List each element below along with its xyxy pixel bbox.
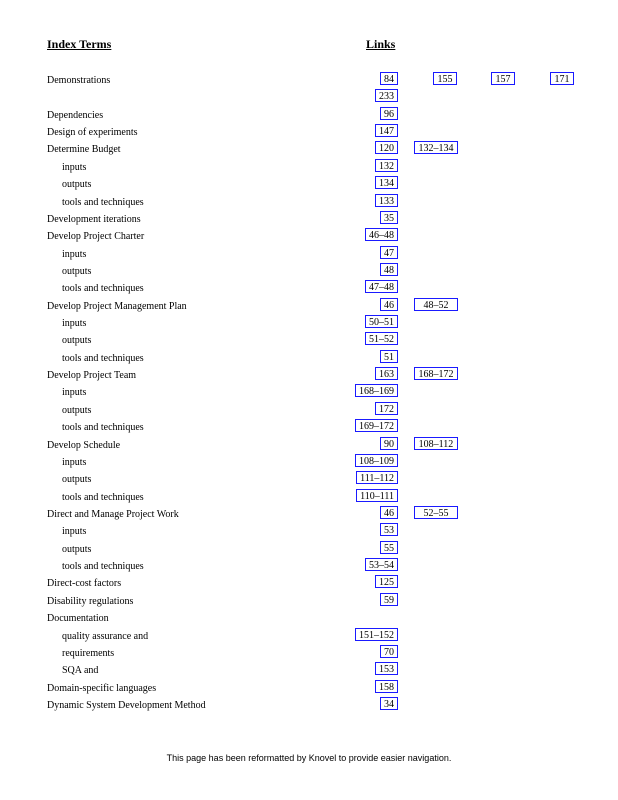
- index-entry: [0, 683, 618, 700]
- index-entry: [0, 162, 618, 179]
- index-term: Domain-specific languages: [47, 682, 157, 694]
- index-subterm: quality assurance and: [62, 630, 149, 642]
- page-link[interactable]: 53: [380, 523, 398, 536]
- index-entry: [0, 422, 618, 439]
- page-link[interactable]: 132: [375, 159, 398, 172]
- page-link[interactable]: 96: [380, 107, 398, 120]
- index-entry: [0, 127, 618, 144]
- index-term: Disability regulations: [47, 595, 134, 607]
- index-entry: [0, 648, 618, 665]
- page-link[interactable]: 147: [375, 124, 398, 137]
- page-link[interactable]: 233: [375, 89, 398, 102]
- index-entry: [0, 110, 618, 127]
- index-subterm: SQA and: [62, 665, 99, 677]
- index-entry: [0, 631, 618, 648]
- page-link[interactable]: 151–152: [355, 628, 398, 641]
- page-link[interactable]: 120: [375, 141, 398, 154]
- page-link[interactable]: 47–48: [365, 280, 398, 293]
- page-link[interactable]: 132–134: [414, 141, 458, 154]
- page-link[interactable]: 51: [380, 350, 398, 363]
- page-link[interactable]: 163: [375, 367, 398, 380]
- index-entry: [0, 474, 618, 491]
- index-subterm: tools and techniques: [62, 196, 144, 208]
- page-link[interactable]: 168–169: [355, 384, 398, 397]
- page-link[interactable]: 111–112: [356, 471, 398, 484]
- index-subterm: tools and techniques: [62, 422, 144, 434]
- index-entry: [0, 370, 618, 387]
- page-link[interactable]: 50–51: [365, 315, 398, 328]
- index-terms-header: Index Terms: [47, 37, 112, 51]
- index-subterm: inputs: [62, 318, 87, 330]
- page-link[interactable]: 48: [380, 263, 398, 276]
- page-link[interactable]: 46: [380, 506, 398, 519]
- index-entry: [0, 249, 618, 266]
- index-term: Develop Schedule: [47, 439, 121, 451]
- index-entry: [0, 665, 618, 682]
- page-link[interactable]: 46–48: [365, 228, 398, 241]
- index-entry: [0, 596, 618, 613]
- index-entry: [0, 318, 618, 335]
- index-subterm: inputs: [62, 161, 87, 173]
- index-subterm: outputs: [62, 404, 92, 416]
- index-entry: [0, 353, 618, 370]
- index-entry: [0, 266, 618, 283]
- index-entry: [0, 301, 618, 318]
- page-link[interactable]: 108–112: [414, 437, 458, 450]
- index-entry: [0, 578, 618, 595]
- index-entry: [0, 509, 618, 526]
- index-subterm: outputs: [62, 474, 92, 486]
- page-link[interactable]: 169–172: [355, 419, 398, 432]
- index-subterm: tools and techniques: [62, 352, 144, 364]
- index-term: Develop Project Team: [47, 370, 137, 382]
- index-term: Design of experiments: [47, 127, 138, 139]
- page-link[interactable]: 171: [550, 72, 574, 85]
- index-entry: [0, 197, 618, 214]
- page-link[interactable]: 53–54: [365, 558, 398, 571]
- index-term: Documentation: [47, 613, 109, 625]
- page-link[interactable]: 51–52: [365, 332, 398, 345]
- index-term: Demonstrations: [47, 75, 111, 86]
- index-entry: [0, 700, 618, 717]
- index-subterm: requirements: [62, 647, 115, 659]
- index-subterm: inputs: [62, 526, 87, 538]
- page-link[interactable]: 34: [380, 697, 398, 710]
- page-link[interactable]: 35: [380, 211, 398, 224]
- page-link[interactable]: 46: [380, 298, 398, 311]
- index-entry: [0, 544, 618, 561]
- index-entry: [0, 75, 618, 92]
- index-entry: [0, 144, 618, 161]
- index-entry: [0, 492, 618, 509]
- page-link[interactable]: 90: [380, 437, 398, 450]
- index-entry: [0, 440, 618, 457]
- index-subterm: tools and techniques: [62, 561, 144, 573]
- index-subterm: outputs: [62, 543, 92, 555]
- index-entry: [0, 283, 618, 300]
- index-entry: [0, 92, 618, 109]
- page-link[interactable]: 157: [491, 72, 515, 85]
- index-entry: [0, 457, 618, 474]
- index-entry: [0, 561, 618, 578]
- page-link[interactable]: 125: [375, 575, 398, 588]
- index-subterm: tools and techniques: [62, 283, 144, 295]
- index-term: Develop Project Charter: [47, 231, 145, 243]
- page-link[interactable]: 155: [433, 72, 457, 85]
- index-term: Determine Budget: [47, 144, 121, 156]
- index-term: Development iterations: [47, 213, 141, 225]
- page-link[interactable]: 134: [375, 176, 398, 189]
- index-entry: [0, 387, 618, 404]
- index-entry: [0, 613, 618, 630]
- page-link[interactable]: 168–172: [414, 367, 458, 380]
- index-subterm: inputs: [62, 248, 87, 260]
- footer-note: This page has been reformatted by Knovel to provide easier navigation.: [166, 753, 452, 763]
- page-link[interactable]: 133: [375, 194, 398, 207]
- page-link[interactable]: 84: [380, 72, 398, 85]
- index-entry: [0, 179, 618, 196]
- index-subterm: outputs: [62, 179, 92, 191]
- index-entry: [0, 335, 618, 352]
- page-link[interactable]: 108–109: [355, 454, 398, 467]
- index-term: Dependencies: [47, 109, 104, 121]
- index-subterm: outputs: [62, 265, 92, 277]
- index-term: Direct-cost factors: [47, 578, 122, 590]
- page-link[interactable]: 110–111: [356, 489, 398, 502]
- index-subterm: inputs: [62, 456, 87, 468]
- index-entry: [0, 526, 618, 543]
- page-link[interactable]: 55: [380, 541, 398, 554]
- index-term: Develop Project Management Plan: [47, 300, 187, 312]
- page-link[interactable]: 70: [380, 645, 398, 658]
- index-subterm: tools and techniques: [62, 491, 144, 503]
- page-link[interactable]: 158: [375, 680, 398, 693]
- page-link[interactable]: 52–55: [414, 506, 458, 519]
- links-header: Links: [366, 37, 396, 51]
- index-term: Direct and Manage Project Work: [47, 509, 179, 520]
- page-link[interactable]: 48–52: [414, 298, 458, 311]
- page-link[interactable]: 172: [375, 402, 398, 415]
- index-subterm: inputs: [62, 387, 87, 399]
- page-link[interactable]: 47: [380, 246, 398, 259]
- index-term: Dynamic System Development Method: [47, 699, 206, 711]
- page-link[interactable]: 59: [380, 593, 398, 606]
- index-entry: [0, 214, 618, 231]
- index-entry: [0, 231, 618, 248]
- page-link[interactable]: 153: [375, 662, 398, 675]
- index-entry: [0, 405, 618, 422]
- index-subterm: outputs: [62, 335, 92, 347]
